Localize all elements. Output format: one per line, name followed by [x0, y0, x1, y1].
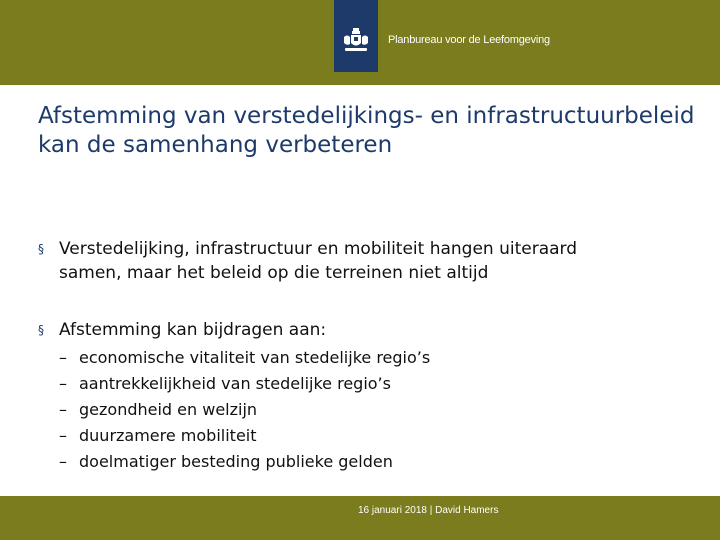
list-item [59, 345, 430, 371]
footer-text: 16 januari 2018 | David Hamers [358, 505, 499, 516]
list-item [59, 397, 430, 423]
list-item-text: economische vitaliteit van stedelijke regio’s [79, 348, 431, 367]
dash-icon: – [59, 452, 67, 471]
list-item [59, 371, 430, 397]
bullet-text: Afstemming kan bijdragen aan: [59, 320, 327, 340]
footer-band [0, 496, 720, 540]
list-item-text: duurzamere mobiliteit [79, 426, 257, 445]
dash-icon: – [59, 348, 67, 367]
dash-icon: – [59, 426, 67, 445]
bullet-square-icon: § [38, 242, 44, 256]
list-item-text: aantrekkelijkheid van stedelijke regio’s [79, 374, 391, 393]
bullet-text-line2: samen, maar het beleid op die terreinen niet altijd [59, 263, 489, 283]
bullet-item [38, 237, 577, 285]
logo [334, 0, 378, 72]
coat-of-arms-icon [342, 28, 370, 54]
org-name: Planbureau voor de Leefomgeving [388, 34, 550, 46]
bullet-item [38, 318, 326, 342]
bullet-text-line1: Verstedelijking, infrastructuur en mobiliteit hangen uiteraard [59, 239, 578, 259]
list-item-text: doelmatiger besteding publieke gelden [79, 452, 393, 471]
sub-bullet-list [59, 345, 430, 475]
list-item [59, 423, 430, 449]
bullet-square-icon: § [38, 323, 44, 337]
slide-title: Afstemming van verstedelijkings- en infrastructuurbeleid kan de samenhang verbeteren [38, 103, 695, 158]
list-item-text: gezondheid en welzijn [79, 400, 258, 419]
dash-icon: – [59, 374, 67, 393]
list-item [59, 449, 430, 475]
dash-icon: – [59, 400, 67, 419]
